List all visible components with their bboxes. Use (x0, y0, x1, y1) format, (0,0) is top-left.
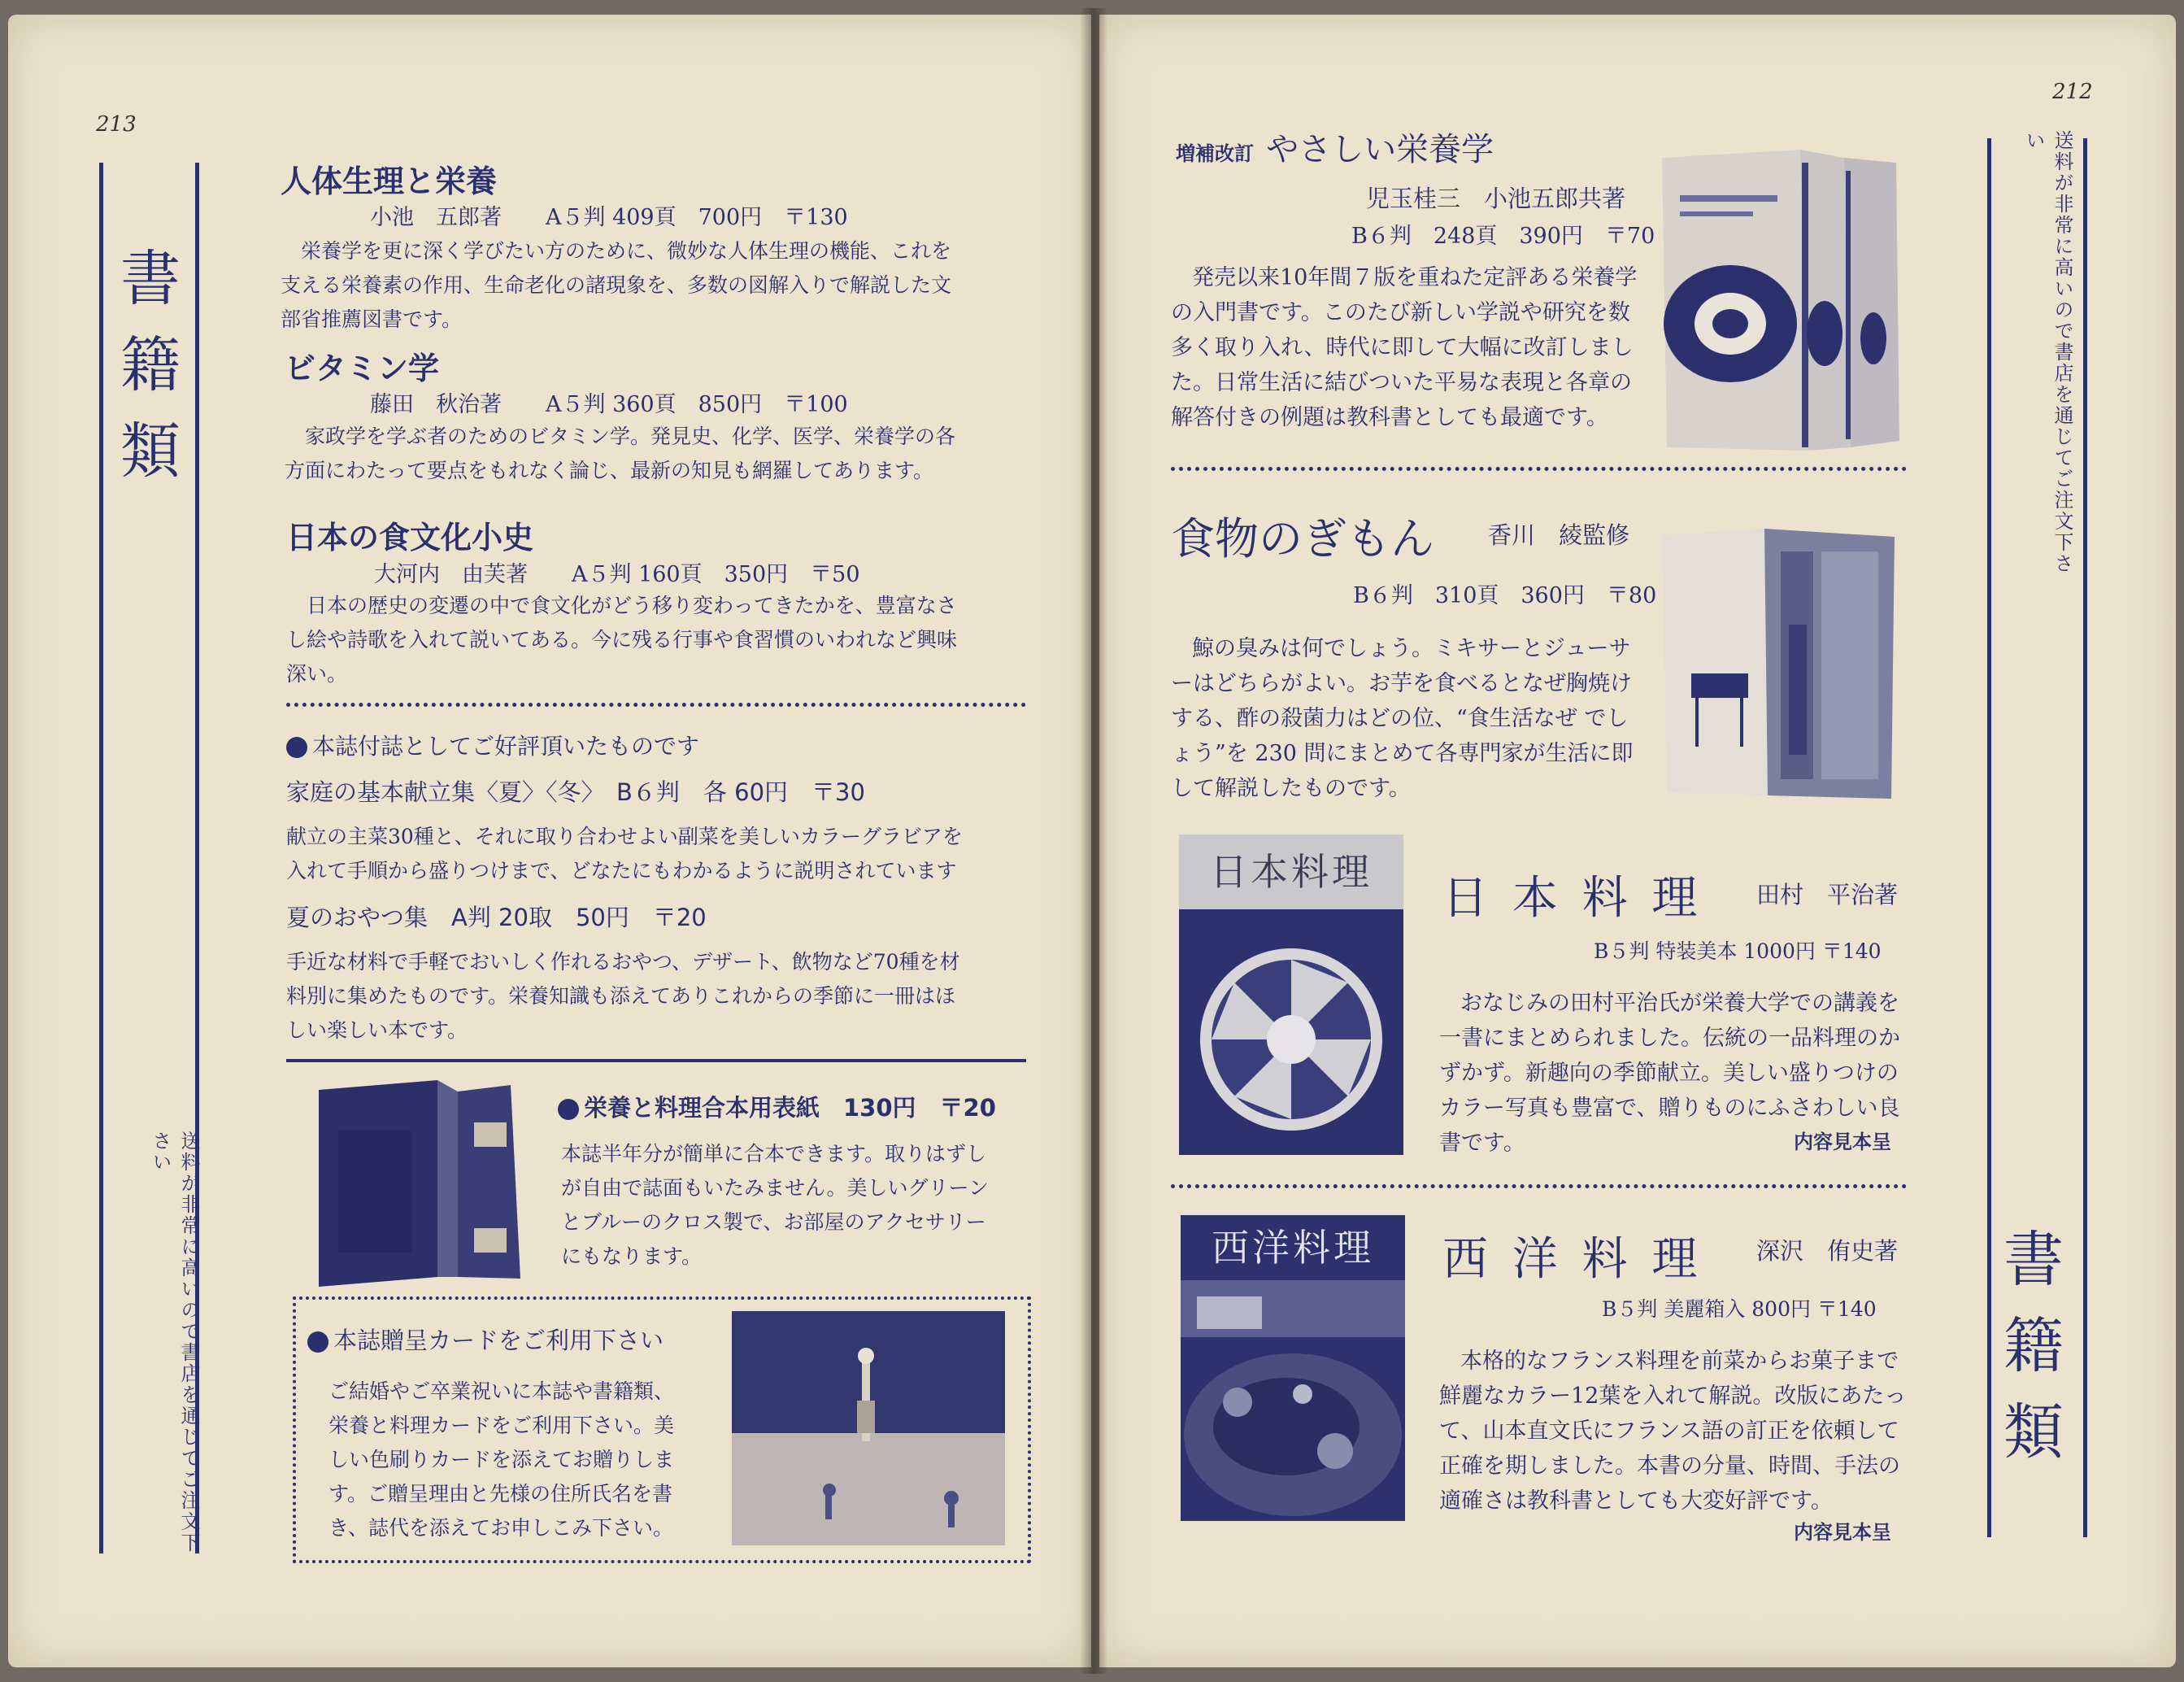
book-gutter (1080, 8, 1107, 1674)
gift-card-photo (732, 1311, 1005, 1545)
page-number-right: 212 (2052, 80, 2093, 104)
binder-description: 本誌半年分が簡単に合本できます。取りはずし が自由で誌面もいたみません。美しいグリーン とブルーのクロス製で、お部屋のアクセサリー にもなります。 (561, 1142, 990, 1268)
bullet-icon (286, 737, 307, 758)
gift-card-heading: 本誌贈呈カードをご利用下さい (307, 1323, 663, 1356)
revision-label: 増補改訂 (1176, 142, 1254, 165)
book-authors: 田村 平治著 (1756, 881, 1899, 909)
sample-available-note: 内容見本呈 (1794, 1521, 1891, 1544)
section-divider (1171, 467, 1907, 471)
book-meta: 小池 五郎著 A５判 409頁 700円 〒130 (370, 205, 848, 230)
section-divider (286, 1059, 1026, 1062)
book-title: やさしい栄養学 (1266, 131, 1494, 168)
book-title: 日本の食文化小史 (286, 520, 534, 556)
binder-photo (315, 1074, 529, 1287)
supplement-item-description: 手近な材料で手軽でおいしく作れるおやつ、デザート、飲物など70種を材 料別に集めたものです。栄養知識も添えてありこれからの季節に一冊はほ しい楽しい本です。 (286, 950, 960, 1042)
book-title: ビタミン学 (285, 351, 440, 386)
section-divider (1171, 1184, 1907, 1188)
right-rule-outer (2083, 138, 2087, 1537)
cover-title-text: 日本料理 (1179, 834, 1403, 909)
book-description: 家政学を学ぶ者のためのビタミン学。発見史、化学、医学、栄養学の各 方面にわたって要点をもれなく論じ、最新の知見も網羅してあります。 (285, 425, 956, 482)
book-cover-photo (1655, 146, 1908, 455)
book-authors: 深沢 侑史著 (1756, 1237, 1899, 1265)
book-cover-photo (1179, 834, 1403, 1155)
bullet-icon (558, 1099, 579, 1120)
book-meta: B５判 美麗箱入 800円 〒140 (1602, 1297, 1877, 1321)
supplement-item-title: 夏のおやつ集 A判 20取 50円 〒20 (286, 904, 707, 931)
book-description: 鯨の臭みは何でしょう。ミキサーとジューサ ーはどちらがよい。お芋を食べるとなぜ胸焼け する、酢の殺菌力はどの位、“食生活なぜ でし ょう”を 230 問にまとめて各専門家が生活に即 して解説したものです。 (1171, 636, 1634, 801)
bullet-icon (307, 1331, 328, 1353)
book-description: おなじみの田村平治氏が栄養大学での講義を 一書にまとめられました。伝統の一品料理のか ずかず。新趣向の季節献立。美しい盛りつけの カラー写真も豊富で、贈りものにふさわしい良 書です。 (1439, 991, 1900, 1156)
supplement-item-title: 家庭の基本献立集〈夏〉〈冬〉 B６判 各 60円 〒30 (286, 778, 865, 806)
gift-card-description: ご結婚やご卒業祝いに本誌や書籍類、 栄養と料理カードをご利用下さい。美 しい色刷りカードを添えてお贈りしま す。ご贈呈理由と先様の住所氏名を書 き、誌代を添えてお申しこみ下さい。 (328, 1379, 675, 1540)
left-side-title: 書 籍 類 (120, 244, 181, 486)
sample-available-note: 内容見本呈 (1794, 1131, 1891, 1153)
book-description: 本格的なフランス料理を前菜からお菓子まで 鮮麗なカラー12葉を入れて解説。改版にあたっ て、山本直文氏にフランス語の訂正を依頼して 正確を期しました。本書の分量、時間、手法の 適確さは教科書としても大変好評です。 (1439, 1349, 1907, 1514)
book-description: 日本の歴史の変遷の中で食文化がどう移り変わってきたかを、豊富なさ し絵や詩歌を入れて説いてある。今に残る行事や食習慣のいわれなど興味 深い。 (286, 594, 958, 686)
book-meta: 藤田 秋治著 A５判 360頁 850円 〒100 (370, 392, 848, 417)
book-authors: 児玉桂三 小池五郎共著 (1366, 185, 1626, 212)
right-side-note: 送料が非常に高いので書店を通じてご注文下さい (2022, 130, 2073, 574)
book-meta: 大河内 由芙著 A５判 160頁 350円 〒50 (374, 562, 860, 587)
book-meta: B５判 特装美本 1000円 〒140 (1594, 939, 1882, 963)
book-meta: B６判 248頁 390円 〒70 (1351, 224, 1655, 249)
book-title: 西 洋 料 理 (1442, 1233, 1703, 1286)
binder-heading: 栄養と料理合本用表紙 130円 〒20 (558, 1090, 996, 1123)
section-divider (286, 703, 1026, 707)
book-title-block (1176, 124, 1494, 170)
book-title: 人体生理と栄養 (281, 163, 498, 199)
supplement-item-description: 献立の主菜30種と、それに取り合わせよい副菜を美しいカラーグラビアを 入れて手順から盛りつけまで、どなたにもわかるように説明されています (286, 825, 963, 882)
book-title: 食物のぎもん (1171, 513, 1434, 564)
book-title: 日 本 料 理 (1442, 872, 1703, 925)
book-authors: 香川 綾監修 (1488, 521, 1630, 549)
book-description: 栄養学を更に深く学びたい方のために、微妙な人体生理の機能、これを 支える栄養素の作用、生命老化の諸現象を、多数の図解入りで解説した文 部省推薦図書です。 (281, 239, 952, 331)
left-rule-outer (99, 163, 103, 1553)
book-cover-photo (1659, 527, 1899, 800)
supplement-heading: 本誌付誌としてご好評頂いたものです (286, 729, 699, 761)
book-description: 発売以来10年間７版を重ねた定評ある栄養学 の入門書です。このたび新しい学説や研究を数 多く取り入れ、時代に即して大幅に改訂しまし た。日常生活に結びついた平易な表現と各章の 解答付きの例題は教科書としても最適です。 (1171, 265, 1638, 430)
page-number-left: 213 (96, 112, 137, 137)
book-cover-photo (1181, 1215, 1405, 1521)
left-side-note: 送料が非常に高いので書店を通じてご注文下さい (149, 1131, 200, 1553)
book-meta: B６判 310頁 360円 〒80 (1353, 583, 1657, 608)
right-rule-inner (1987, 138, 1991, 1537)
right-side-title: 書 籍 類 (2003, 1225, 2064, 1467)
cover-title-text: 西洋料理 (1181, 1215, 1405, 1280)
